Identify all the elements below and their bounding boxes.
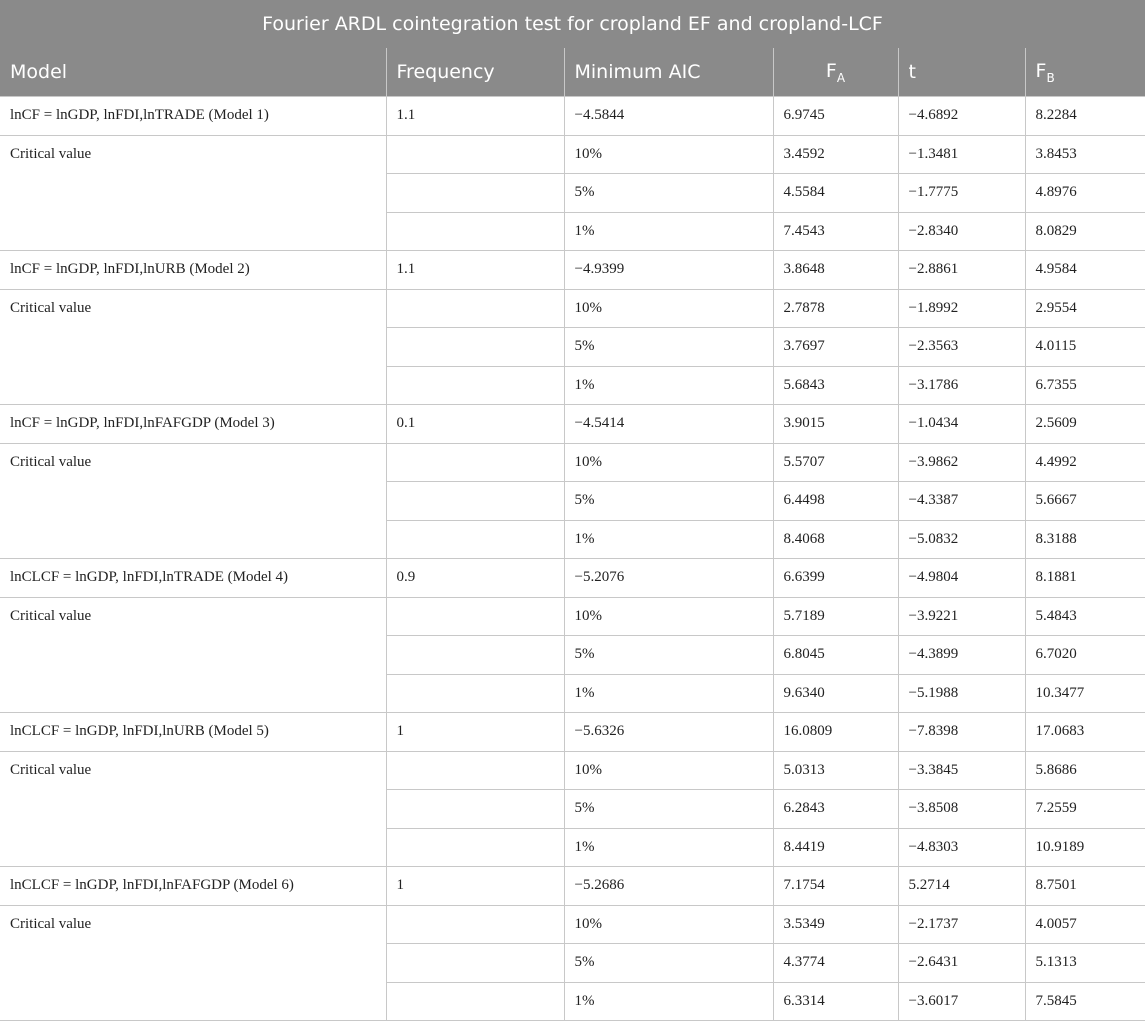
critical-t: −3.6017 bbox=[898, 982, 1025, 1021]
critical-fa: 6.8045 bbox=[773, 636, 898, 675]
model-name: lnCF = lnGDP, lnFDI,lnURB (Model 2) bbox=[0, 251, 386, 290]
critical-frequency-blank bbox=[386, 944, 564, 983]
header-fb-sub: B bbox=[1046, 70, 1055, 85]
model-frequency: 1.1 bbox=[386, 251, 564, 290]
critical-fb: 5.4843 bbox=[1025, 597, 1145, 636]
critical-value-row bbox=[0, 905, 1145, 944]
model-min-aic: −4.5414 bbox=[564, 405, 773, 444]
critical-level: 1% bbox=[564, 212, 773, 251]
critical-t: −3.3845 bbox=[898, 751, 1025, 790]
critical-level: 5% bbox=[564, 790, 773, 829]
model-fa: 6.9745 bbox=[773, 97, 898, 136]
model-fb: 17.0683 bbox=[1025, 713, 1145, 752]
critical-frequency-blank bbox=[386, 443, 564, 482]
critical-frequency-blank bbox=[386, 674, 564, 713]
critical-fb: 5.6667 bbox=[1025, 482, 1145, 521]
critical-frequency-blank bbox=[386, 289, 564, 328]
critical-fb: 8.3188 bbox=[1025, 520, 1145, 559]
model-fa: 6.6399 bbox=[773, 559, 898, 598]
critical-fa: 2.7878 bbox=[773, 289, 898, 328]
critical-frequency-blank bbox=[386, 366, 564, 405]
critical-t: −4.3899 bbox=[898, 636, 1025, 675]
model-t: −4.9804 bbox=[898, 559, 1025, 598]
critical-fb: 4.8976 bbox=[1025, 174, 1145, 213]
header-model: Model bbox=[0, 48, 386, 97]
header-t: t bbox=[898, 48, 1025, 97]
critical-level: 1% bbox=[564, 982, 773, 1021]
critical-t: −2.8340 bbox=[898, 212, 1025, 251]
critical-fb: 7.2559 bbox=[1025, 790, 1145, 829]
critical-t: −4.8303 bbox=[898, 828, 1025, 867]
model-row bbox=[0, 713, 1145, 752]
critical-t: −4.3387 bbox=[898, 482, 1025, 521]
model-frequency: 0.1 bbox=[386, 405, 564, 444]
critical-frequency-blank bbox=[386, 790, 564, 829]
model-min-aic: −4.5844 bbox=[564, 97, 773, 136]
critical-t: −5.1988 bbox=[898, 674, 1025, 713]
model-fa: 3.8648 bbox=[773, 251, 898, 290]
critical-fa: 4.3774 bbox=[773, 944, 898, 983]
model-t: −4.6892 bbox=[898, 97, 1025, 136]
critical-fb: 6.7020 bbox=[1025, 636, 1145, 675]
critical-value-row bbox=[0, 751, 1145, 790]
critical-value-label: Critical value bbox=[0, 289, 386, 405]
model-name: lnCLCF = lnGDP, lnFDI,lnFAFGDP (Model 6) bbox=[0, 867, 386, 906]
model-name: lnCF = lnGDP, lnFDI,lnFAFGDP (Model 3) bbox=[0, 405, 386, 444]
critical-t: −2.1737 bbox=[898, 905, 1025, 944]
critical-fb: 6.7355 bbox=[1025, 366, 1145, 405]
header-minimum-aic: Minimum AIC bbox=[564, 48, 773, 97]
critical-fb: 4.0057 bbox=[1025, 905, 1145, 944]
critical-fa: 9.6340 bbox=[773, 674, 898, 713]
critical-fb: 8.0829 bbox=[1025, 212, 1145, 251]
critical-fb: 2.9554 bbox=[1025, 289, 1145, 328]
critical-level: 1% bbox=[564, 674, 773, 713]
critical-frequency-blank bbox=[386, 982, 564, 1021]
model-fa: 3.9015 bbox=[773, 405, 898, 444]
model-t: −2.8861 bbox=[898, 251, 1025, 290]
critical-fa: 8.4419 bbox=[773, 828, 898, 867]
critical-frequency-blank bbox=[386, 751, 564, 790]
model-row bbox=[0, 251, 1145, 290]
critical-value-label: Critical value bbox=[0, 443, 386, 559]
critical-t: −2.3563 bbox=[898, 328, 1025, 367]
model-row bbox=[0, 97, 1145, 136]
critical-frequency-blank bbox=[386, 174, 564, 213]
critical-fb: 10.9189 bbox=[1025, 828, 1145, 867]
model-fb: 8.1881 bbox=[1025, 559, 1145, 598]
model-name: lnCF = lnGDP, lnFDI,lnTRADE (Model 1) bbox=[0, 97, 386, 136]
model-name: lnCLCF = lnGDP, lnFDI,lnTRADE (Model 4) bbox=[0, 559, 386, 598]
table-title: Fourier ARDL cointegration test for cropland EF and cropland-LCF bbox=[0, 0, 1145, 48]
critical-fa: 5.0313 bbox=[773, 751, 898, 790]
critical-value-row bbox=[0, 597, 1145, 636]
header-fa-sub: A bbox=[836, 70, 846, 85]
critical-fa: 3.4592 bbox=[773, 135, 898, 174]
critical-fa: 6.4498 bbox=[773, 482, 898, 521]
critical-value-row bbox=[0, 289, 1145, 328]
critical-value-row bbox=[0, 443, 1145, 482]
model-fb: 2.5609 bbox=[1025, 405, 1145, 444]
model-t: 5.2714 bbox=[898, 867, 1025, 906]
critical-value-label: Critical value bbox=[0, 905, 386, 1021]
header-frequency: Frequency bbox=[386, 48, 564, 97]
critical-fb: 3.8453 bbox=[1025, 135, 1145, 174]
table-body bbox=[0, 97, 1145, 1021]
model-t: −1.0434 bbox=[898, 405, 1025, 444]
model-fb: 8.7501 bbox=[1025, 867, 1145, 906]
critical-fb: 10.3477 bbox=[1025, 674, 1145, 713]
critical-t: −5.0832 bbox=[898, 520, 1025, 559]
model-fa: 16.0809 bbox=[773, 713, 898, 752]
critical-t: −3.1786 bbox=[898, 366, 1025, 405]
model-fa: 7.1754 bbox=[773, 867, 898, 906]
critical-t: −3.8508 bbox=[898, 790, 1025, 829]
critical-fa: 6.2843 bbox=[773, 790, 898, 829]
model-frequency: 1.1 bbox=[386, 97, 564, 136]
model-fb: 4.9584 bbox=[1025, 251, 1145, 290]
critical-value-label: Critical value bbox=[0, 751, 386, 867]
critical-value-label: Critical value bbox=[0, 135, 386, 251]
critical-level: 5% bbox=[564, 328, 773, 367]
model-frequency: 1 bbox=[386, 867, 564, 906]
critical-t: −3.9221 bbox=[898, 597, 1025, 636]
critical-fb: 5.1313 bbox=[1025, 944, 1145, 983]
critical-level: 10% bbox=[564, 443, 773, 482]
critical-level: 5% bbox=[564, 944, 773, 983]
critical-fb: 4.4992 bbox=[1025, 443, 1145, 482]
critical-level: 10% bbox=[564, 751, 773, 790]
critical-t: −3.9862 bbox=[898, 443, 1025, 482]
critical-frequency-blank bbox=[386, 828, 564, 867]
critical-frequency-blank bbox=[386, 636, 564, 675]
critical-fa: 5.5707 bbox=[773, 443, 898, 482]
model-min-aic: −5.6326 bbox=[564, 713, 773, 752]
critical-frequency-blank bbox=[386, 135, 564, 174]
critical-t: −1.8992 bbox=[898, 289, 1025, 328]
critical-frequency-blank bbox=[386, 905, 564, 944]
critical-fa: 6.3314 bbox=[773, 982, 898, 1021]
header-row bbox=[0, 48, 1145, 97]
critical-level: 5% bbox=[564, 482, 773, 521]
critical-fa: 3.5349 bbox=[773, 905, 898, 944]
model-fb: 8.2284 bbox=[1025, 97, 1145, 136]
table-title-row bbox=[0, 0, 1145, 48]
model-name: lnCLCF = lnGDP, lnFDI,lnURB (Model 5) bbox=[0, 713, 386, 752]
critical-frequency-blank bbox=[386, 597, 564, 636]
model-min-aic: −4.9399 bbox=[564, 251, 773, 290]
critical-level: 1% bbox=[564, 520, 773, 559]
header-fb-main: F bbox=[1035, 59, 1047, 82]
critical-level: 10% bbox=[564, 135, 773, 174]
critical-frequency-blank bbox=[386, 482, 564, 521]
critical-fa: 3.7697 bbox=[773, 328, 898, 367]
critical-fa: 8.4068 bbox=[773, 520, 898, 559]
critical-level: 5% bbox=[564, 636, 773, 675]
critical-fa: 4.5584 bbox=[773, 174, 898, 213]
critical-fa: 7.4543 bbox=[773, 212, 898, 251]
header-fb bbox=[1025, 48, 1145, 97]
critical-t: −1.7775 bbox=[898, 174, 1025, 213]
critical-frequency-blank bbox=[386, 212, 564, 251]
critical-level: 10% bbox=[564, 597, 773, 636]
critical-level: 5% bbox=[564, 174, 773, 213]
critical-fb: 4.0115 bbox=[1025, 328, 1145, 367]
critical-level: 1% bbox=[564, 828, 773, 867]
critical-fa: 5.6843 bbox=[773, 366, 898, 405]
header-fa-main: F bbox=[825, 59, 837, 82]
critical-t: −2.6431 bbox=[898, 944, 1025, 983]
model-row bbox=[0, 867, 1145, 906]
model-row bbox=[0, 559, 1145, 598]
critical-level: 1% bbox=[564, 366, 773, 405]
critical-frequency-blank bbox=[386, 328, 564, 367]
critical-t: −1.3481 bbox=[898, 135, 1025, 174]
model-frequency: 0.9 bbox=[386, 559, 564, 598]
model-row bbox=[0, 405, 1145, 444]
critical-fa: 5.7189 bbox=[773, 597, 898, 636]
model-t: −7.8398 bbox=[898, 713, 1025, 752]
critical-level: 10% bbox=[564, 905, 773, 944]
model-min-aic: −5.2686 bbox=[564, 867, 773, 906]
header-fa bbox=[773, 48, 898, 97]
critical-fb: 5.8686 bbox=[1025, 751, 1145, 790]
critical-fb: 7.5845 bbox=[1025, 982, 1145, 1021]
model-min-aic: −5.2076 bbox=[564, 559, 773, 598]
model-frequency: 1 bbox=[386, 713, 564, 752]
critical-value-row bbox=[0, 135, 1145, 174]
critical-frequency-blank bbox=[386, 520, 564, 559]
critical-level: 10% bbox=[564, 289, 773, 328]
critical-value-label: Critical value bbox=[0, 597, 386, 713]
